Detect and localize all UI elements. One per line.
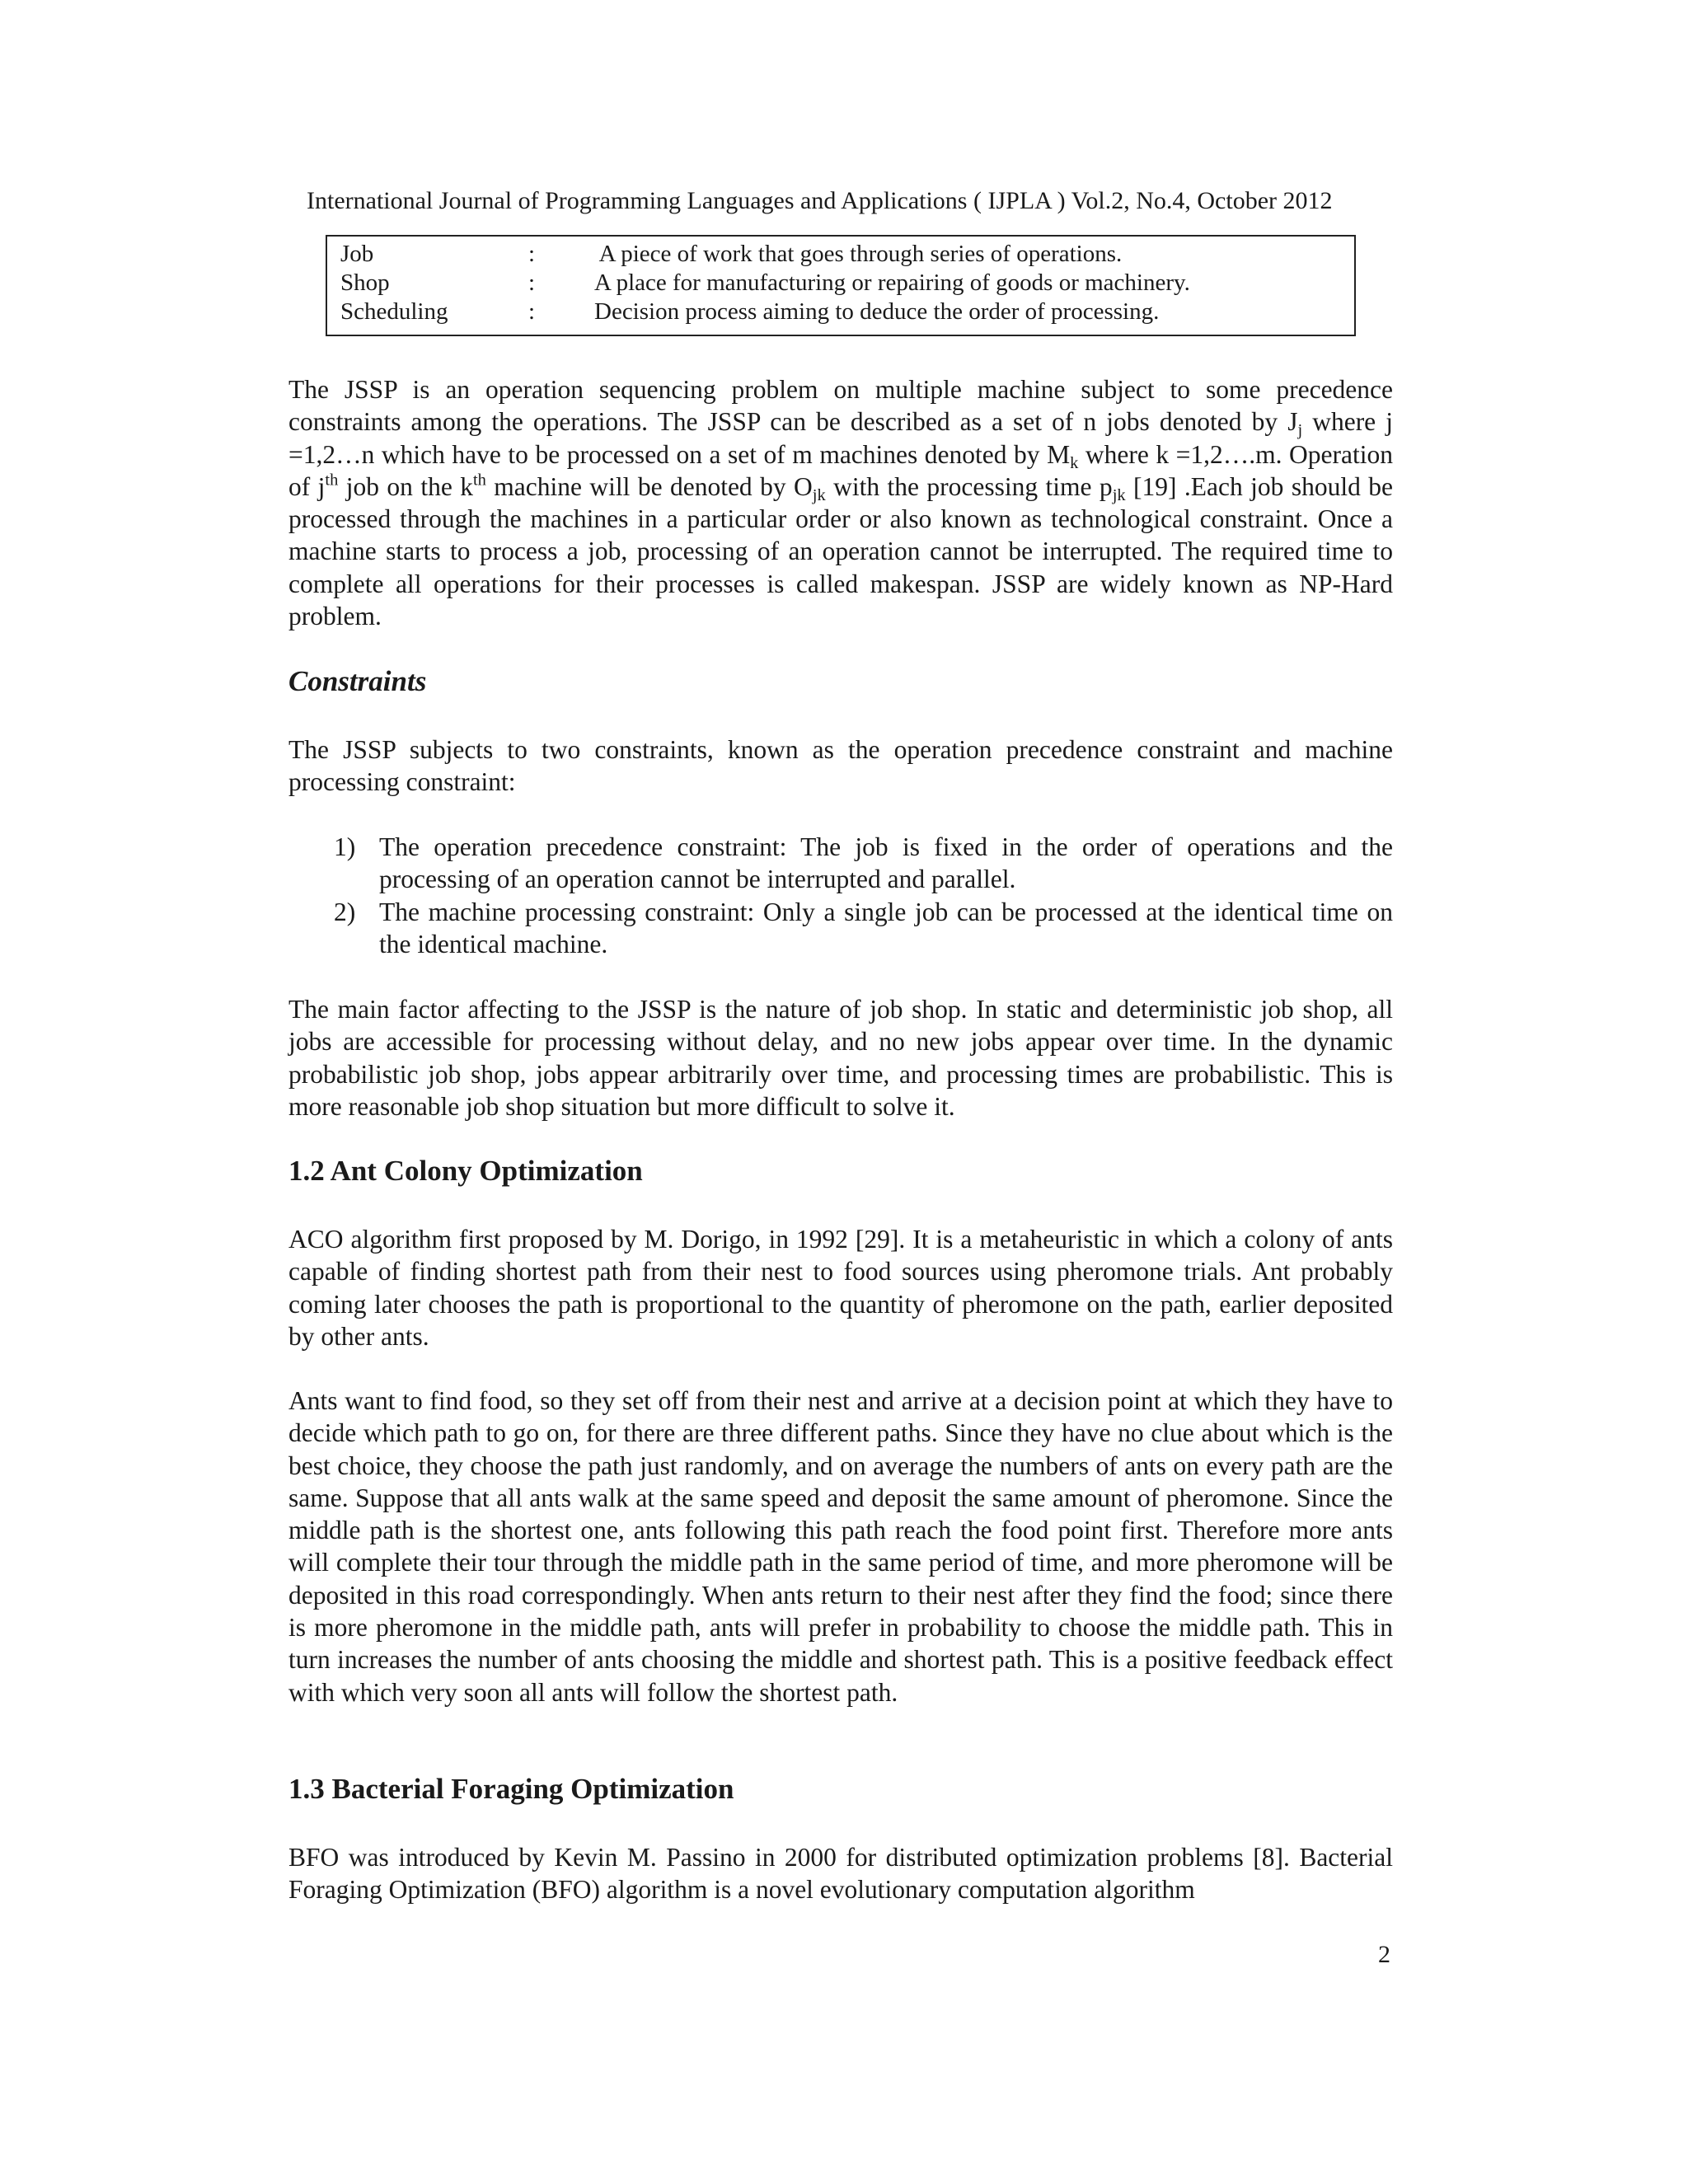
section-heading-aco: 1.2 Ant Colony Optimization: [288, 1155, 643, 1187]
glossary-separator: :: [528, 298, 536, 325]
paragraph-text: Ants want to find food, so they set off from their nest and arrive at a decision point at which they have to decide which path to go on, for there are three different paths. Since they have no clue about which is the best choice, they choose the path just randomly, and on average the numbers of ants on every path are the same. Suppose that all ants walk at the same speed and deposit the same amount of pheromone. Since the middle path is the shortest one, ants following this path reach the food point first. Therefore more ants will complete their tour through the middle path in the same period of time, and more pheromone will be deposited in this road correspondingly. When ants return to their nest after they find the food; since there is more pheromone in the middle path, ants will prefer in probability to choose the middle path. This in turn increases the number of ants choosing the middle and shortest path. This is a positive feedback effect with which very soon all ants will follow the shortest path.: [288, 1386, 1393, 1707]
running-header: International Journal of Programming Languages and Applications ( IJPLA ) Vol.2, No.4, October 2012: [307, 187, 1333, 214]
glossary-definition: A piece of work that goes through series of operations.: [594, 241, 1123, 267]
glossary-separator: :: [528, 269, 536, 296]
list-item: [334, 831, 1393, 896]
bfo-paragraph-1: [288, 1841, 1393, 1906]
superscript: th: [325, 471, 339, 490]
text-run: where j =1,2…n which have to be processed on a set of m machines denoted by M: [288, 407, 1393, 469]
aco-paragraph-1: [288, 1223, 1393, 1352]
paragraph-text: The JSSP subjects to two constraints, known as the operation precedence constraint and machine processing constraint:: [288, 735, 1393, 797]
constraints-list: [334, 831, 1393, 960]
superscript: th: [472, 471, 486, 490]
subscript: k: [1070, 453, 1079, 472]
text-run: The JSSP is an operation sequencing problem on multiple machine subject to some precedence constraints among the operations. The JSSP can be described as a set of n jobs denoted by J: [288, 375, 1393, 437]
list-text: The operation precedence constraint: The job is fixed in the order of operations and the processing of an operation cannot be interrupted and parallel.: [379, 832, 1393, 894]
glossary-row: [340, 269, 1354, 298]
subscript: jk: [1112, 486, 1126, 505]
job-shop-paragraph: [288, 993, 1393, 1122]
glossary-definition: Decision process aiming to deduce the order of processing.: [594, 298, 1160, 325]
intro-paragraph: [288, 373, 1393, 632]
glossary-term: Scheduling: [340, 298, 448, 325]
page-number: 2: [1378, 1941, 1390, 1968]
aco-paragraph-2: [288, 1385, 1393, 1708]
list-text: The machine processing constraint: Only a single job can be processed at the identical time on the identical machine.: [379, 897, 1393, 958]
paragraph-text: ACO algorithm first proposed by M. Dorigo, in 1992 [29]. It is a metaheuristic in which a colony of ants capable of finding shortest path from their nest to food sources using pheromone trials. Ant probably coming later chooses the path is proportional to the quantity of pheromone on the path, earlier deposited by other ants.: [288, 1225, 1393, 1351]
glossary-definition: A place for manufacturing or repairing of goods or machinery.: [594, 269, 1190, 296]
section-heading-constraints: Constraints: [288, 665, 427, 697]
glossary-term: Shop: [340, 269, 390, 296]
text-run: [19] .Each job should be processed through the machines in a particular order or also known as technological constraint. Once a machine starts to process a job, processing of an operation cannot be interrupted. The required time to complete all operations for their processes is called makespan. JSSP are widely known as NP-Hard problem.: [288, 471, 1393, 631]
list-number: 1): [334, 832, 356, 861]
glossary-separator: :: [528, 241, 536, 267]
glossary-row: [340, 298, 1354, 326]
subscript: jk: [812, 486, 826, 505]
glossary-table: [326, 235, 1356, 336]
section-heading-bfo: 1.3 Bacterial Foraging Optimization: [288, 1773, 734, 1805]
text-run: machine will be denoted by O: [485, 471, 813, 501]
glossary-term: Job: [340, 241, 374, 267]
list-item: [334, 896, 1393, 961]
paragraph-text: The main factor affecting to the JSSP is the nature of job shop. In static and deterministic job shop, all jobs are accessible for processing without delay, and no new jobs appear over time. In the dynamic probabilistic job shop, jobs appear arbitrarily over time, and processing times are probabilistic. This is more reasonable job shop situation but more difficult to solve it.: [288, 995, 1393, 1121]
text-run: with the processing time p: [825, 471, 1113, 501]
paragraph-text: [288, 373, 1393, 632]
list-number: 2): [334, 897, 356, 926]
paragraph-text: BFO was introduced by Kevin M. Passino in 2000 for distributed optimization problems [8]. Bacterial Foraging Optimization (BFO) algorithm is a novel evolutionary computation algorithm: [288, 1843, 1393, 1905]
glossary-row: [340, 240, 1354, 269]
constraints-intro: [288, 733, 1393, 799]
text-run: where k =1,2….m. Operation of j: [288, 439, 1393, 501]
text-run: job on the k: [338, 471, 473, 501]
subscript: j: [1297, 421, 1303, 440]
